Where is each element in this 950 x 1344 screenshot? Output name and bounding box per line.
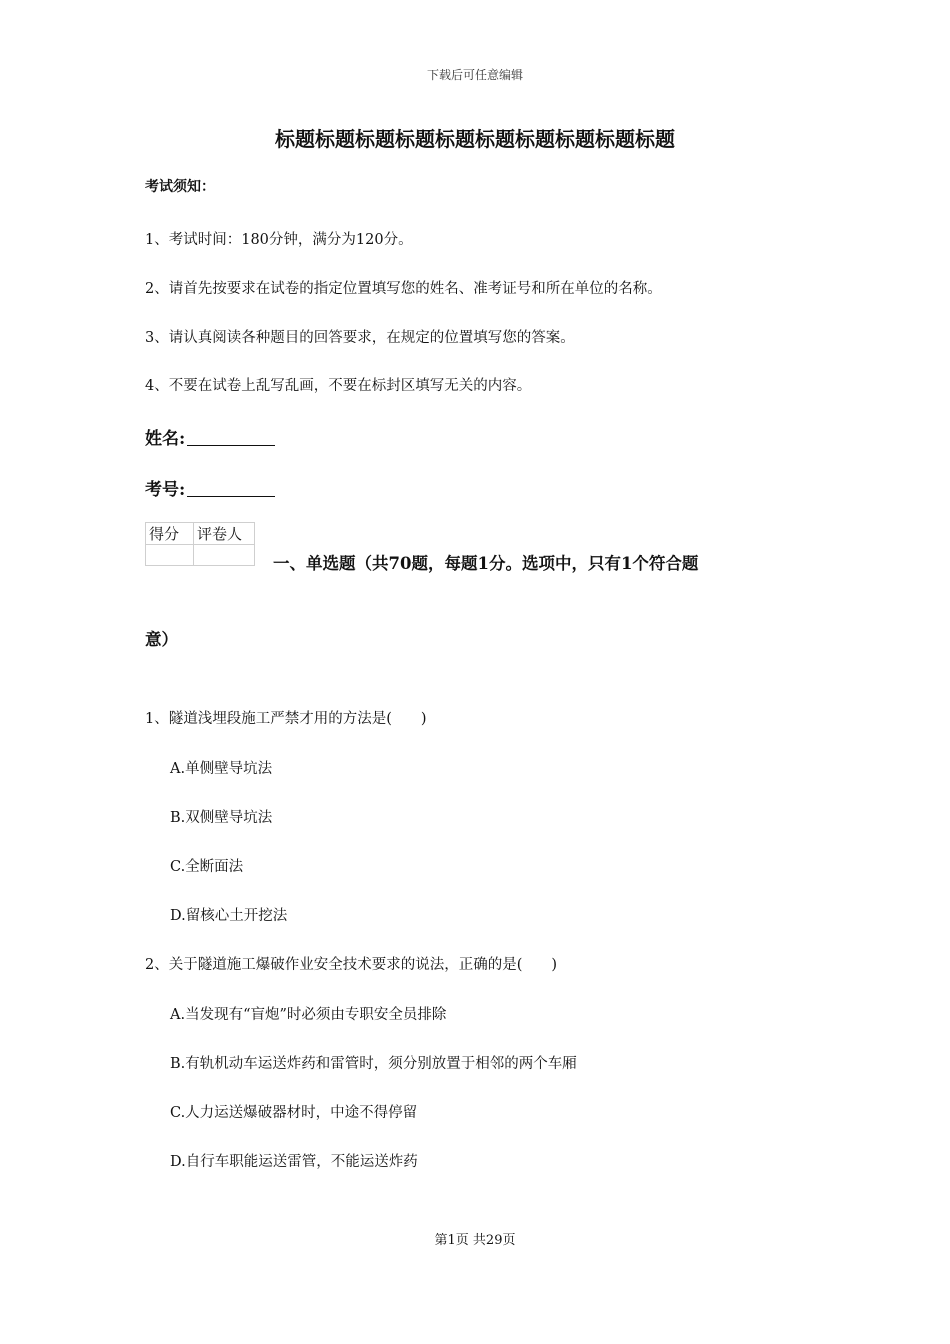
score-cell [146,545,194,566]
question-option: C.人力运送爆破器材时，中途不得停留 [170,1105,418,1121]
score-header: 得分 [146,523,194,545]
grader-cell [194,545,255,566]
document-title: 标题标题标题标题标题标题标题标题标题标题 [275,127,675,151]
name-label: 姓名: [145,429,186,449]
question-option: A.单侧壁导坑法 [170,761,273,777]
question-option: C.全断面法 [170,859,244,875]
notice-item: 2、请首先按要求在试卷的指定位置填写您的姓名、准考证号和所在单位的名称。 [145,281,662,297]
question-option: D.自行车职能运送雷管，不能运送炸药 [170,1154,418,1170]
exam-number-label: 考号: [145,480,186,500]
page-footer: 第1页 共29页 [434,1233,516,1248]
section-heading: 一、单选题（共70题，每题1分。选项中，只有1个符合题 [273,554,699,573]
notice-item: 4、不要在试卷上乱写乱画，不要在标封区填写无关的内容。 [145,378,532,394]
question-option: D.留核心土开挖法 [170,908,288,924]
question-stem: 1、隧道浅埋段施工严禁才用的方法是( ) [145,711,427,727]
score-table [145,522,255,566]
grader-header: 评卷人 [194,523,255,545]
name-blank-line [187,444,275,446]
name-field [145,424,275,449]
exam-number-field [145,475,275,500]
question-stem: 2、关于隧道施工爆破作业安全技术要求的说法，正确的是( ) [145,957,558,973]
notice-heading: 考试须知： [145,179,215,195]
header-note: 下载后可任意编辑 [426,68,523,82]
question-option: A.当发现有“盲炮”时必须由专职安全员排除 [170,1007,447,1023]
question-option: B.有轨机动车运送炸药和雷管时，须分别放置于相邻的两个车厢 [170,1056,577,1072]
notice-item: 1、考试时间：180分钟，满分为120分。 [145,232,413,248]
exam-number-blank-line [187,495,275,497]
question-option: B.双侧壁导坑法 [170,810,273,826]
notice-item: 3、请认真阅读各种题目的回答要求，在规定的位置填写您的答案。 [145,330,575,346]
section-heading-continued: 意） [145,630,178,649]
